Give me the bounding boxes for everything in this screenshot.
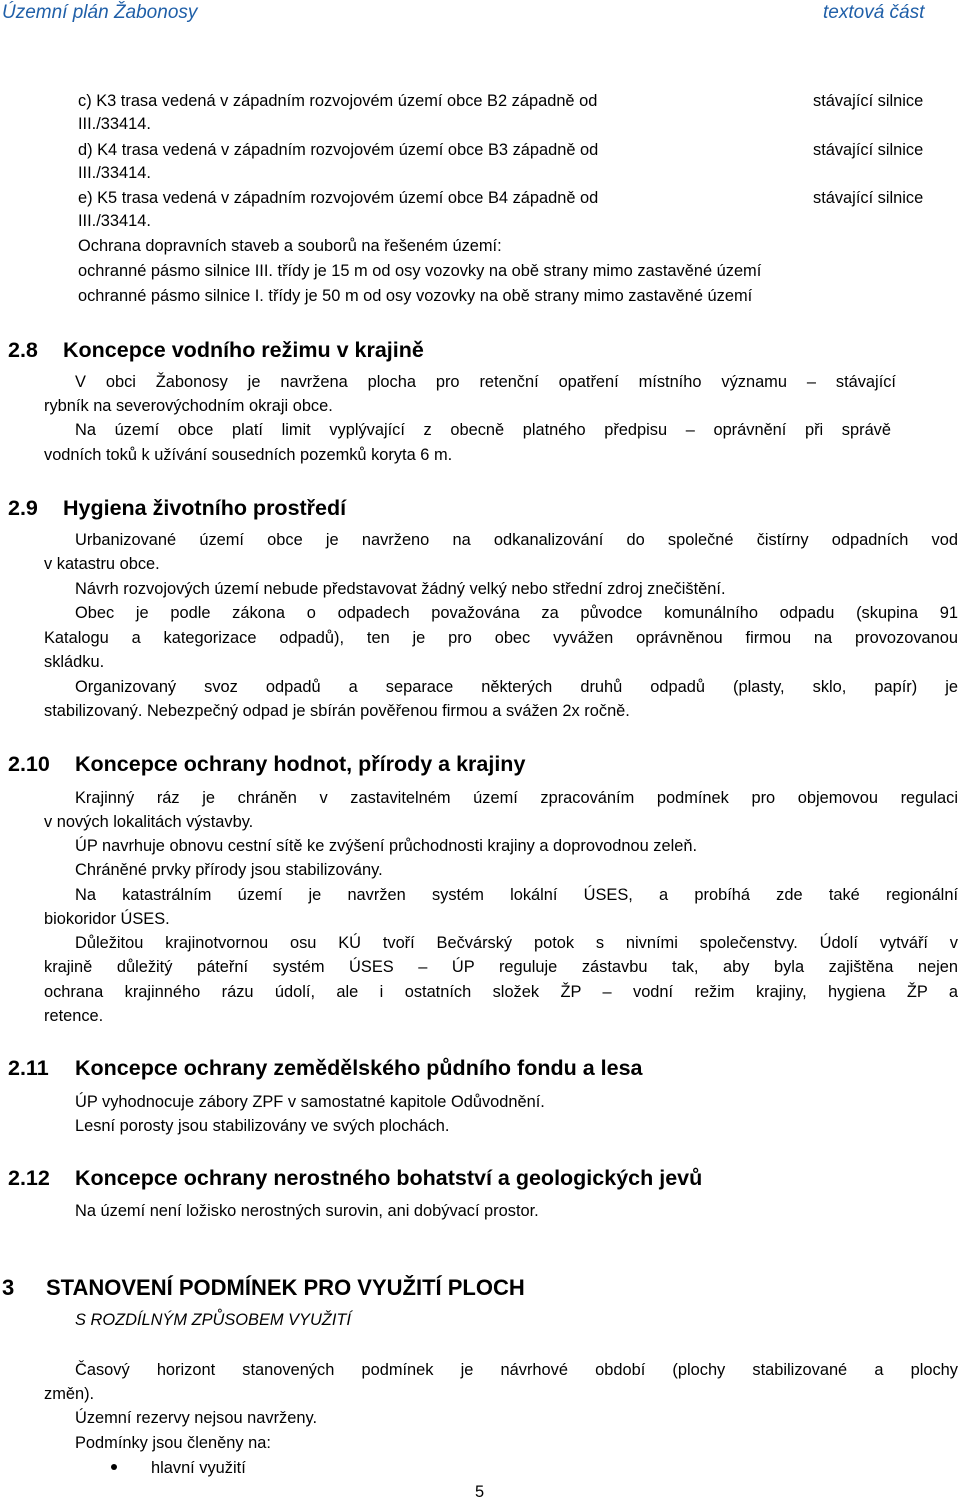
paragraph-line: retence.	[44, 1007, 104, 1025]
document-title: Územní plán Žabonosy	[2, 2, 198, 23]
list-item-tail: stávající silnice	[813, 141, 924, 159]
paragraph-line: ochrana krajinného rázu údolí, ale i ostatních složek ŽP – vodní režim krajiny, hygiena ŽP a	[44, 983, 958, 1001]
list-item-continuation: III./33414.	[78, 164, 151, 182]
bullet-item: hlavní využití	[151, 1459, 246, 1477]
paragraph-line: krajině důležitý páteřní systém ÚSES – ÚP reguluje zástavbu tak, aby byla zajištěna nejen	[44, 958, 958, 976]
paragraph-line: biokoridor ÚSES.	[44, 910, 170, 928]
protection-title: Ochrana dopravních staveb a souborů na řešeném území:	[78, 237, 502, 255]
section-title: Koncepce ochrany zemědělského půdního fondu a lesa	[75, 1056, 643, 1080]
chapter-number: 3	[2, 1275, 15, 1300]
paragraph-line: ÚP vyhodnocuje zábory ZPF v samostatné kapitole Odůvodnění.	[75, 1093, 545, 1111]
paragraph-line: stabilizovaný. Nebezpečný odpad je sbírán pověřenou firmou a svážen 2x ročně.	[44, 702, 630, 720]
page-number: 5	[475, 1483, 485, 1501]
document-part: textová část	[823, 2, 925, 23]
section-title: Koncepce vodního režimu v krajině	[63, 338, 424, 362]
paragraph-line: vodních toků k užívání sousedních pozemků koryta 6 m.	[44, 446, 453, 464]
paragraph-line: Na území není ložisko nerostných surovin, ani dobývací prostor.	[75, 1202, 539, 1220]
protection-line: ochranné pásmo silnice I. třídy je 50 m od osy vozovky na obě strany mimo zastavěné území	[78, 287, 753, 305]
paragraph-line: Na katastrálním území je navržen systém lokální ÚSES, a probíhá zde také regionální	[75, 886, 958, 904]
paragraph-line: Na území obce platí limit vyplývající z obecně platného předpisu – oprávnění při správě	[75, 421, 891, 439]
list-item-continuation: III./33414.	[78, 115, 151, 133]
section-title: Koncepce ochrany nerostného bohatství a geologických jevů	[75, 1166, 703, 1190]
paragraph-line: Územní rezervy nejsou navrženy.	[75, 1409, 318, 1427]
section-number: 2.12	[8, 1166, 50, 1190]
list-item: d) K4 trasa vedená v západním rozvojovém území obce B3 západně od	[78, 141, 599, 159]
paragraph-line: rybník na severovýchodním okraji obce.	[44, 397, 333, 415]
paragraph-line: v nových lokalitách výstavby.	[44, 813, 254, 831]
list-item: e) K5 trasa vedená v západním rozvojovém území obce B4 západně od	[78, 189, 599, 207]
paragraph-line: Důležitou krajinotvornou osu KÚ tvoří Bečvárský potok s nivními společenstvy. Údolí vytváří v	[75, 934, 958, 952]
chapter-subtitle: S ROZDÍLNÝM ZPŮSOBEM VYUŽITÍ	[75, 1311, 351, 1329]
section-number: 2.11	[8, 1056, 49, 1080]
bullet-icon	[111, 1464, 117, 1470]
paragraph-line: Obec je podle zákona o odpadech považována za původce komunálního odpadu (skupina 91	[75, 604, 958, 622]
paragraph-line: Lesní porosty jsou stabilizovány ve svých plochách.	[75, 1117, 450, 1135]
list-item-tail: stávající silnice	[813, 189, 924, 207]
section-title: Hygiena životního prostředí	[63, 496, 347, 520]
paragraph-line: V obci Žabonosy je navržena plocha pro retenční opatření místního významu – stávající	[75, 373, 896, 391]
paragraph-line: Krajinný ráz je chráněn v zastavitelném území zpracováním podmínek pro objemovou regulaci	[75, 789, 958, 807]
chapter-title: STANOVENÍ PODMÍNEK PRO VYUŽITÍ PLOCH	[46, 1275, 525, 1300]
paragraph-line: ÚP navrhuje obnovu cestní sítě ke zvýšení průchodnosti krajiny a doprovodnou zeleň.	[75, 837, 698, 855]
list-item-continuation: III./33414.	[78, 212, 151, 230]
paragraph-line: změn).	[44, 1385, 95, 1403]
list-item: c) K3 trasa vedená v západním rozvojovém území obce B2 západně od	[78, 92, 598, 110]
paragraph-line: Podmínky jsou členěny na:	[75, 1434, 271, 1452]
paragraph-line: Katalogu a kategorizace odpadů), ten je pro obec vyvážen oprávněnou firmou na provozovanou	[44, 629, 958, 647]
protection-line: ochranné pásmo silnice III. třídy je 15 m od osy vozovky na obě strany mimo zastavěné území	[78, 262, 762, 280]
paragraph-line: v katastru obce.	[44, 555, 160, 573]
list-item-tail: stávající silnice	[813, 92, 924, 110]
paragraph-line: Návrh rozvojových území nebude představovat žádný velký nebo střední zdroj znečištění.	[75, 580, 726, 598]
paragraph-line: skládku.	[44, 653, 105, 671]
section-number: 2.8	[8, 338, 38, 362]
section-number: 2.9	[8, 496, 38, 520]
paragraph-line: Organizovaný svoz odpadů a separace některých druhů odpadů (plasty, sklo, papír) je	[75, 678, 958, 696]
section-title: Koncepce ochrany hodnot, přírody a krajiny	[75, 752, 526, 776]
section-number: 2.10	[8, 752, 50, 776]
paragraph-line: Chráněné prvky přírody jsou stabilizovány.	[75, 861, 383, 879]
paragraph-line: Časový horizont stanovených podmínek je návrhové období (plochy stabilizované a plochy	[75, 1361, 958, 1379]
paragraph-line: Urbanizované území obce je navrženo na odkanalizování do společné čistírny odpadních vod	[75, 531, 958, 549]
